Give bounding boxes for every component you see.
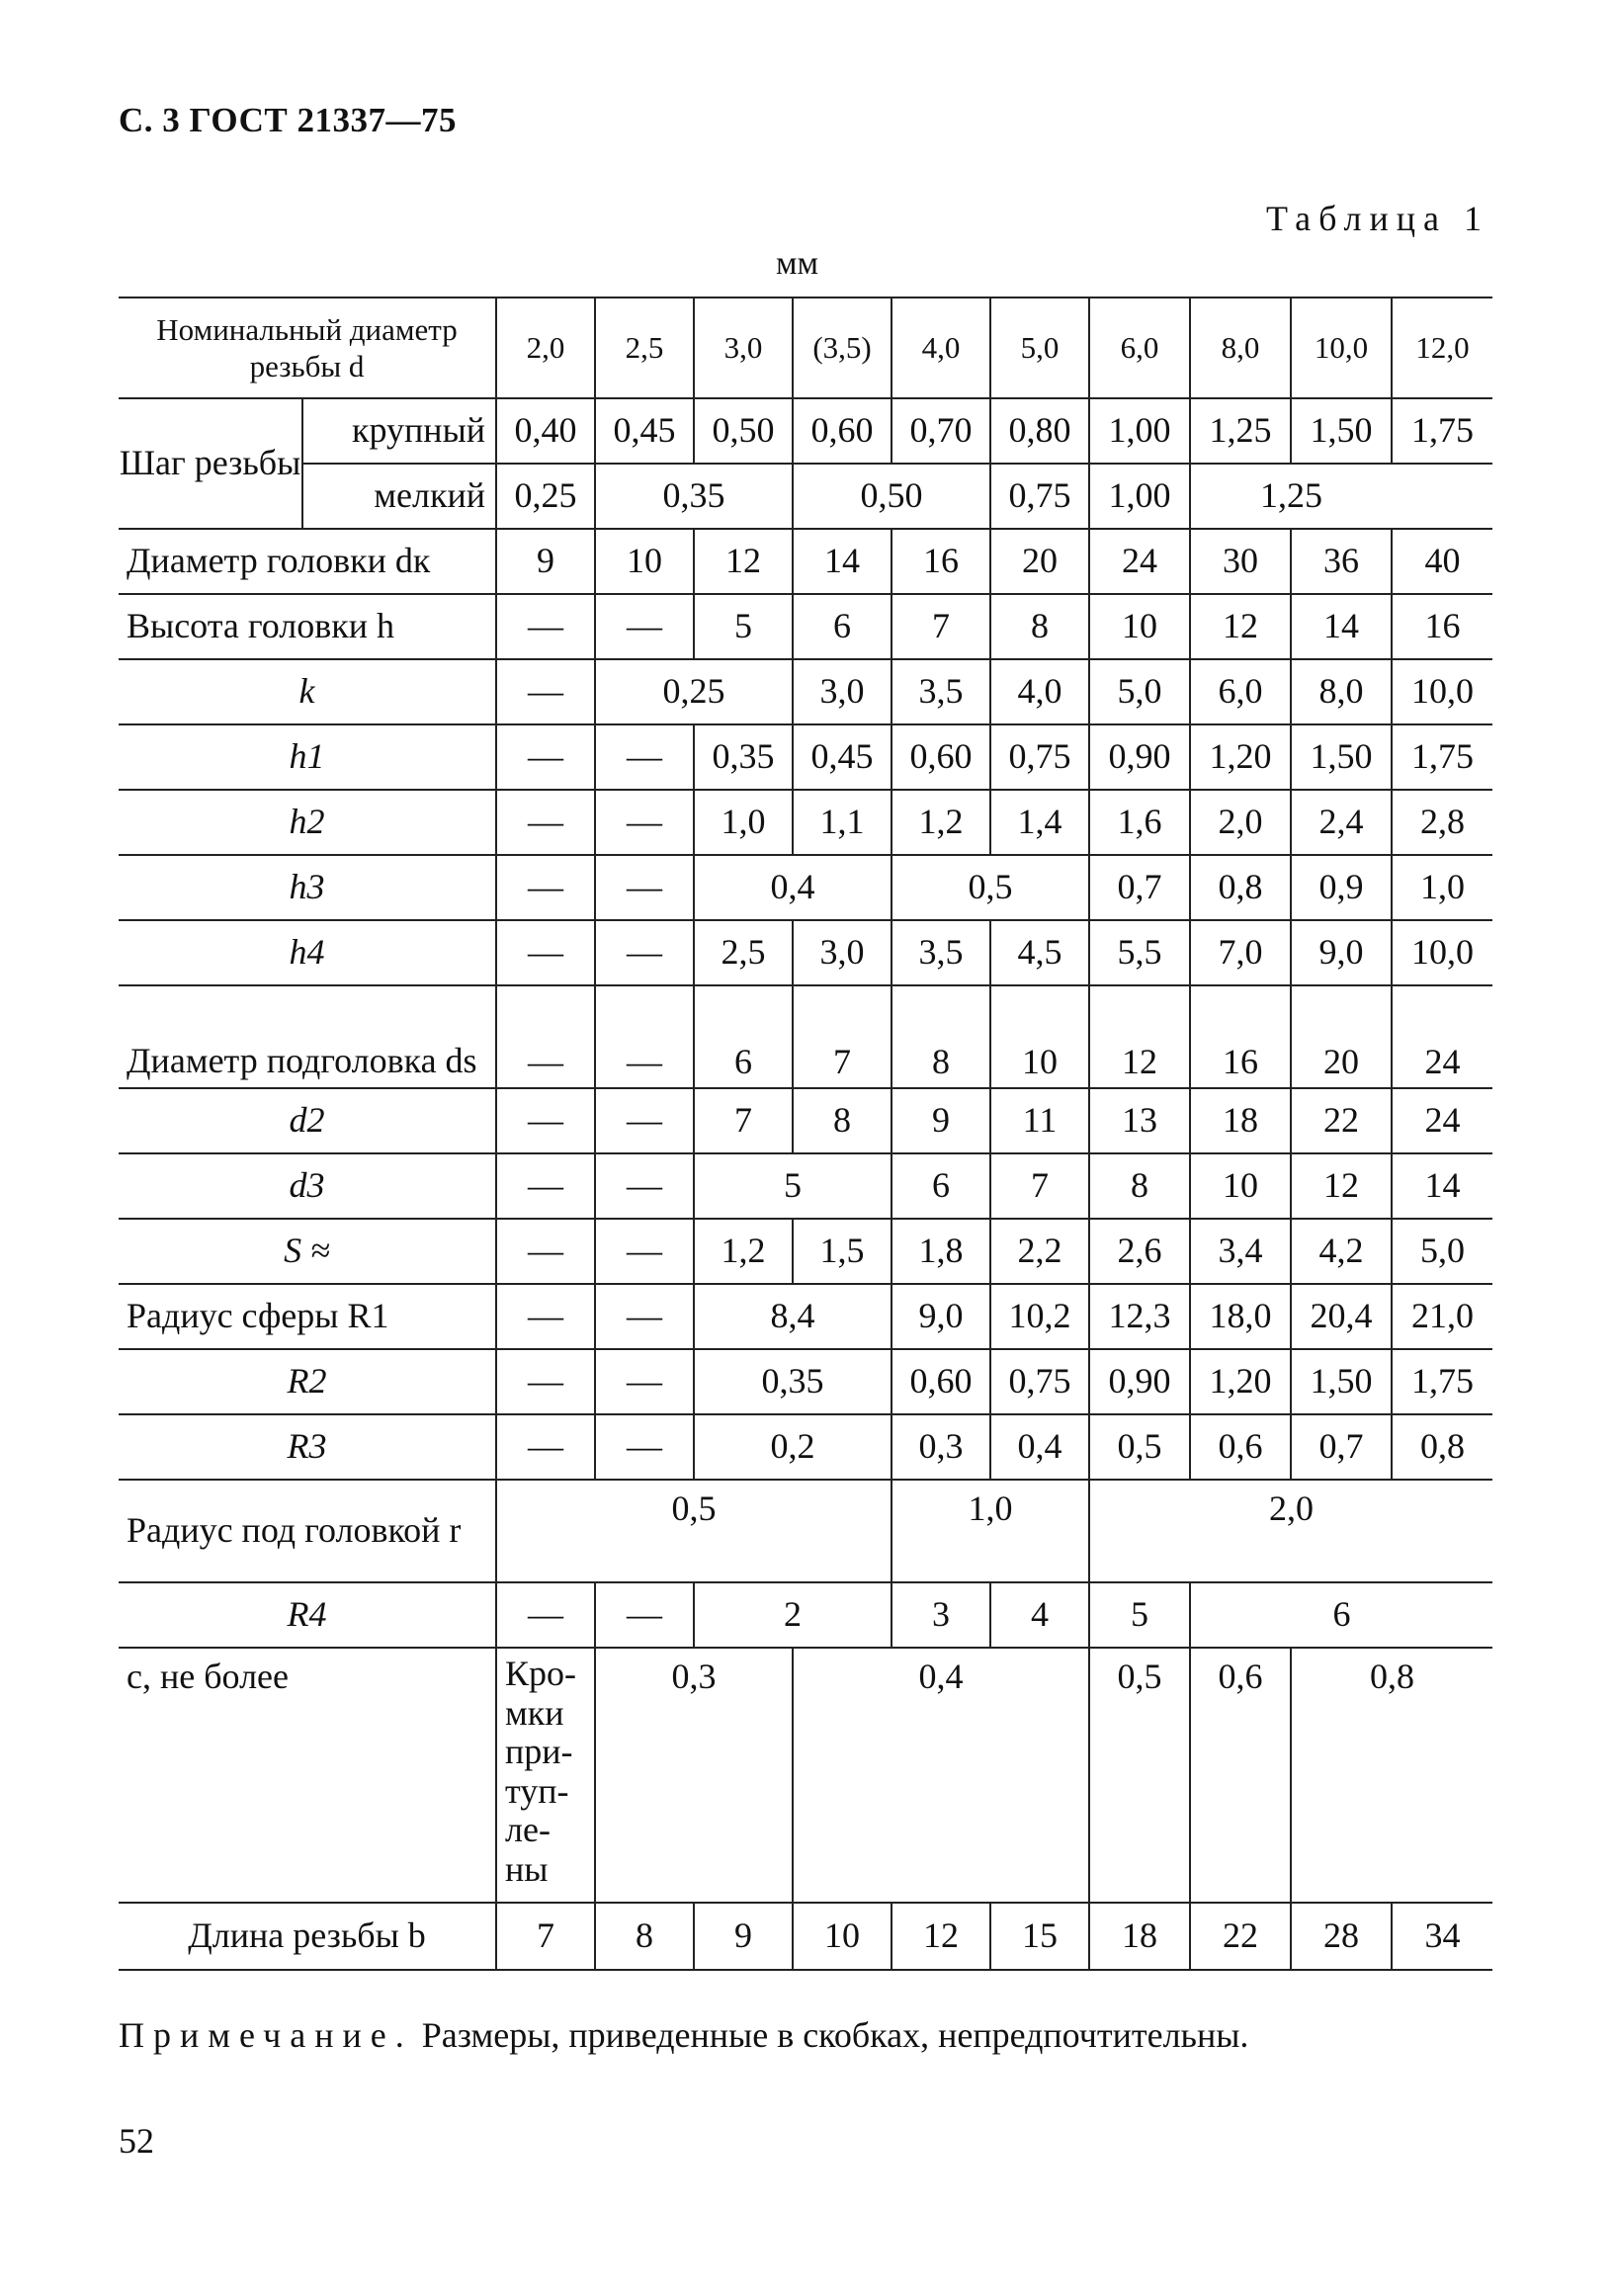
row-label: h2 — [119, 790, 496, 855]
table-cell: 2,0 — [496, 298, 595, 398]
row-label-text: Номинальный диаметр резьбы d — [156, 311, 458, 383]
table-row-h3 — [119, 855, 1492, 920]
table-cell: 15 — [990, 1903, 1089, 1970]
note-heading: Примечание. — [119, 2015, 413, 2055]
table-cell: 10 — [793, 1903, 891, 1970]
table-cell: — — [595, 920, 694, 985]
table-cell: 6 — [793, 594, 891, 659]
table-cell: 0,75 — [990, 1349, 1089, 1414]
table-cell: 8 — [1089, 1153, 1190, 1219]
table-cell: 1,4 — [990, 790, 1089, 855]
table-cell: 6,0 — [1190, 659, 1291, 724]
row-label: k — [119, 659, 496, 724]
table-row-d2 — [119, 1088, 1492, 1153]
table-cell: 16 — [1392, 594, 1492, 659]
table-cell: — — [595, 1349, 694, 1414]
table-cell: 9 — [891, 1088, 990, 1153]
table-cell: 0,6 — [1190, 1648, 1291, 1903]
table-cell: — — [595, 594, 694, 659]
table-cell: 1,20 — [1190, 724, 1291, 790]
table-cell: 2,8 — [1392, 790, 1492, 855]
table-cell: 1,75 — [1392, 724, 1492, 790]
table-cell: 14 — [793, 529, 891, 594]
table-cell: — — [595, 1088, 694, 1153]
table-cell: 4,0 — [990, 659, 1089, 724]
page-header: С. 3 ГОСТ 21337—75 — [119, 101, 457, 139]
table-cell: — — [496, 594, 595, 659]
table-cell: — — [595, 1153, 694, 1219]
table-cell: 0,5 — [1089, 1414, 1190, 1480]
row-label: R2 — [119, 1349, 496, 1414]
table-cell: 28 — [1291, 1903, 1392, 1970]
table-cell: — — [496, 1153, 595, 1219]
table-cell: 2,6 — [1089, 1219, 1190, 1284]
footnote — [119, 2011, 1492, 2060]
table-cell: 0,50 — [694, 398, 793, 464]
table-cell: 1,75 — [1392, 1349, 1492, 1414]
table-cell: 8,4 — [694, 1284, 891, 1349]
table-cell: 0,9 — [1291, 855, 1392, 920]
table-cell: 16 — [1190, 985, 1291, 1088]
table-row-subhead-diameter — [119, 985, 1492, 1088]
units-label: мм — [776, 245, 819, 282]
table-row-r4 — [119, 1582, 1492, 1648]
table-cell: 0,75 — [990, 724, 1089, 790]
table-cell: 10,2 — [990, 1284, 1089, 1349]
table-cell: 2,4 — [1291, 790, 1392, 855]
table-cell: 1,50 — [1291, 398, 1392, 464]
table-cell: — — [595, 724, 694, 790]
table-cell: 9 — [496, 529, 595, 594]
table-cell: 5 — [694, 1153, 891, 1219]
table-cell: 6 — [694, 985, 793, 1088]
table-row-head-diameter — [119, 529, 1492, 594]
table-cell: (3,5) — [793, 298, 891, 398]
table-cell: 8 — [990, 594, 1089, 659]
row-label: h1 — [119, 724, 496, 790]
row-label: R3 — [119, 1414, 496, 1480]
table-cell: 0,90 — [1089, 724, 1190, 790]
table-cell: 1,75 — [1392, 398, 1492, 464]
table-row-h2 — [119, 790, 1492, 855]
table-cell: — — [595, 1414, 694, 1480]
row-label: R4 — [119, 1582, 496, 1648]
table-cell: 3,5 — [891, 920, 990, 985]
table-cell: 8 — [793, 1088, 891, 1153]
table-cell: 0,45 — [793, 724, 891, 790]
table-cell: 9 — [694, 1903, 793, 1970]
table-row-under-head-radius — [119, 1480, 1492, 1582]
row-label: S ≈ — [119, 1219, 496, 1284]
table-cell: 20,4 — [1291, 1284, 1392, 1349]
table-cell: 1,1 — [793, 790, 891, 855]
table-cell: — — [496, 920, 595, 985]
table-row-pitch-fine — [119, 464, 1492, 529]
table-cell: 7,0 — [1190, 920, 1291, 985]
table-cell: 8,0 — [1190, 298, 1291, 398]
table-cell: — — [496, 855, 595, 920]
table-cell: 12,0 — [1392, 298, 1492, 398]
table-cell: 10 — [1089, 594, 1190, 659]
table-cell: 10,0 — [1291, 298, 1392, 398]
table-cell: — — [595, 1582, 694, 1648]
table-cell: 7 — [793, 985, 891, 1088]
table-cell: 6 — [891, 1153, 990, 1219]
table-cell: 9,0 — [1291, 920, 1392, 985]
table-cell: 0,45 — [595, 398, 694, 464]
table-cell: 1,20 — [1190, 1349, 1291, 1414]
table-cell: 0,7 — [1089, 855, 1190, 920]
table-cell: 24 — [1392, 1088, 1492, 1153]
table-cell: 0,5 — [496, 1480, 891, 1582]
table-cell: 3,5 — [891, 659, 990, 724]
table-cell: — — [496, 1219, 595, 1284]
table-cell: 7 — [694, 1088, 793, 1153]
table-row-s — [119, 1219, 1492, 1284]
table-row-r3 — [119, 1414, 1492, 1480]
table-cell: 10 — [990, 985, 1089, 1088]
table-cell: 22 — [1291, 1088, 1392, 1153]
table-cell: 3,0 — [793, 659, 891, 724]
row-label: с, не более — [119, 1648, 496, 1903]
table-cell: 2,0 — [1190, 790, 1291, 855]
table-cell: — — [595, 1284, 694, 1349]
table-cell: 12 — [1089, 985, 1190, 1088]
table-cell: 0,35 — [694, 1349, 891, 1414]
table-row-nominal-diameter — [119, 298, 1492, 398]
table-cell: 1,50 — [1291, 1349, 1392, 1414]
table-cell: 1,25 — [1190, 398, 1291, 464]
table-cell: 12,3 — [1089, 1284, 1190, 1349]
row-label: h3 — [119, 855, 496, 920]
table-cell: 4,2 — [1291, 1219, 1392, 1284]
table-cell: 12 — [694, 529, 793, 594]
dimensions-table — [119, 297, 1492, 1971]
table-cell: 13 — [1089, 1088, 1190, 1153]
table-cell: 3,0 — [793, 920, 891, 985]
table-cell: — — [595, 855, 694, 920]
table-cell: 10 — [1190, 1153, 1291, 1219]
table-cell: 0,8 — [1190, 855, 1291, 920]
row-label: Радиус сферы R1 — [119, 1284, 496, 1349]
table-cell: 1,2 — [891, 790, 990, 855]
row-label: Диаметр головки dк — [119, 529, 496, 594]
table-cell: 0,80 — [990, 398, 1089, 464]
table-cell: 0,60 — [891, 724, 990, 790]
table-cell: 7 — [891, 594, 990, 659]
table-cell: 1,8 — [891, 1219, 990, 1284]
table-cell: 0,3 — [891, 1414, 990, 1480]
table-cell: 8,0 — [1291, 659, 1392, 724]
table-cell: 2 — [694, 1582, 891, 1648]
note-text: Размеры, приведенные в скобках, непредпочтительны. — [421, 2015, 1249, 2055]
table-cell: — — [595, 1219, 694, 1284]
page-number: 52 — [119, 2121, 154, 2161]
row-sublabel: мелкий — [302, 464, 496, 529]
table-cell: 18,0 — [1190, 1284, 1291, 1349]
table-cell: 12 — [891, 1903, 990, 1970]
table-cell: 5,0 — [1392, 1219, 1492, 1284]
table-cell: 0,5 — [1089, 1648, 1190, 1903]
table-cell: 16 — [891, 529, 990, 594]
table-cell: 9,0 — [891, 1284, 990, 1349]
table-cell: 0,4 — [990, 1414, 1089, 1480]
table-row-head-height — [119, 594, 1492, 659]
table-cell: 0,6 — [1190, 1414, 1291, 1480]
table-cell: 0,50 — [793, 464, 990, 529]
table-cell: 5 — [694, 594, 793, 659]
row-label: d3 — [119, 1153, 496, 1219]
table-cell: — — [496, 724, 595, 790]
table-cell: 18 — [1190, 1088, 1291, 1153]
table-cell: — — [496, 659, 595, 724]
table-cell: — — [595, 790, 694, 855]
table-cell: 22 — [1190, 1903, 1291, 1970]
table-cell: 4,0 — [891, 298, 990, 398]
row-label: Высота головки h — [119, 594, 496, 659]
table-cell: 3,4 — [1190, 1219, 1291, 1284]
table-cell: 0,5 — [891, 855, 1089, 920]
table-cell: 12 — [1190, 594, 1291, 659]
table-cell: 1,5 — [793, 1219, 891, 1284]
table-cell: 3 — [891, 1582, 990, 1648]
table-cell: — — [496, 1349, 595, 1414]
row-sublabel: крупный — [302, 398, 496, 464]
table-cell: 0,4 — [793, 1648, 1089, 1903]
table-cell: 34 — [1392, 1903, 1492, 1970]
table-cell: — — [496, 1582, 595, 1648]
table-cell: 11 — [990, 1088, 1089, 1153]
table-cell: 14 — [1291, 594, 1392, 659]
table-cell: 8 — [891, 985, 990, 1088]
table-row-h1 — [119, 724, 1492, 790]
table-cell: 1,2 — [694, 1219, 793, 1284]
table-cell: 1,25 — [1190, 464, 1392, 529]
table-cell: 1,6 — [1089, 790, 1190, 855]
table-cell: 1,00 — [1089, 464, 1190, 529]
row-label — [119, 298, 496, 398]
table-row-h4 — [119, 920, 1492, 985]
table-cell: 1,50 — [1291, 724, 1392, 790]
table-cell: 12 — [1291, 1153, 1392, 1219]
table-cell: — — [496, 1414, 595, 1480]
table-cell: 0,2 — [694, 1414, 891, 1480]
table-cell: — — [496, 790, 595, 855]
table-row-chamfer — [119, 1648, 1492, 1903]
table-cell: — — [496, 1284, 595, 1349]
table-cell: 0,7 — [1291, 1414, 1392, 1480]
table-cell: 10,0 — [1392, 920, 1492, 985]
table-cell: 0,40 — [496, 398, 595, 464]
table-cell: 20 — [1291, 985, 1392, 1088]
table-row-r2 — [119, 1349, 1492, 1414]
table-cell: 0,4 — [694, 855, 891, 920]
row-label: Радиус под головкой r — [119, 1480, 496, 1582]
table-cell: 0,8 — [1392, 1414, 1492, 1480]
table-cell: 21,0 — [1392, 1284, 1492, 1349]
table-cell: 18 — [1089, 1903, 1190, 1970]
table-cell: 1,0 — [891, 1480, 1089, 1582]
table-cell: 0,25 — [496, 464, 595, 529]
table-cell: 0,60 — [793, 398, 891, 464]
table-row-thread-length — [119, 1903, 1492, 1970]
row-label: Длина резьбы b — [119, 1903, 496, 1970]
table-cell: Кро- мки при- туп- ле- ны — [496, 1648, 595, 1903]
table-cell: 1,00 — [1089, 398, 1190, 464]
table-cell: 4,5 — [990, 920, 1089, 985]
table-cell: 30 — [1190, 529, 1291, 594]
table-cell: 0,70 — [891, 398, 990, 464]
table-cell: 0,25 — [595, 659, 793, 724]
table-cell: — — [595, 985, 694, 1088]
row-label: d2 — [119, 1088, 496, 1153]
table-cell: 2,5 — [595, 298, 694, 398]
table-cell: 2,2 — [990, 1219, 1089, 1284]
table-row-sphere-radius — [119, 1284, 1492, 1349]
table-row-pitch-coarse — [119, 398, 1492, 464]
table-cell: 2,5 — [694, 920, 793, 985]
table-cell: 5,0 — [1089, 659, 1190, 724]
table-cell: 3,0 — [694, 298, 793, 398]
table-title: Таблица 1 — [1266, 199, 1489, 238]
table-cell: 5,5 — [1089, 920, 1190, 985]
table-cell: 7 — [496, 1903, 595, 1970]
table-cell: 0,60 — [891, 1349, 990, 1414]
table-cell: 0,35 — [595, 464, 793, 529]
table-cell: 1,0 — [694, 790, 793, 855]
table-cell: 0,35 — [694, 724, 793, 790]
table-cell: 0,75 — [990, 464, 1089, 529]
table-cell: 0,90 — [1089, 1349, 1190, 1414]
table-cell: 0,3 — [595, 1648, 793, 1903]
table-cell: 24 — [1392, 985, 1492, 1088]
row-label: Шаг резьбы — [119, 398, 302, 529]
table-row-d3 — [119, 1153, 1492, 1219]
table-cell: 5 — [1089, 1582, 1190, 1648]
table-cell: 7 — [990, 1153, 1089, 1219]
table-cell: 2,0 — [1089, 1480, 1492, 1582]
table-cell: 1,0 — [1392, 855, 1492, 920]
table-cell: 8 — [595, 1903, 694, 1970]
table-cell: 4 — [990, 1582, 1089, 1648]
table-cell: 5,0 — [990, 298, 1089, 398]
table-cell: 36 — [1291, 529, 1392, 594]
table-cell: 10,0 — [1392, 659, 1492, 724]
table-cell: 24 — [1089, 529, 1190, 594]
row-label: Диаметр подголовка ds — [119, 985, 496, 1088]
table-cell: 6,0 — [1089, 298, 1190, 398]
table-cell: 6 — [1190, 1582, 1492, 1648]
table-cell: — — [496, 1088, 595, 1153]
table-cell: 0,8 — [1291, 1648, 1492, 1903]
table-cell: 40 — [1392, 529, 1492, 594]
row-label: h4 — [119, 920, 496, 985]
table-row-k — [119, 659, 1492, 724]
table-cell: 10 — [595, 529, 694, 594]
table-cell: 20 — [990, 529, 1089, 594]
table-cell: — — [496, 985, 595, 1088]
table-cell: 14 — [1392, 1153, 1492, 1219]
